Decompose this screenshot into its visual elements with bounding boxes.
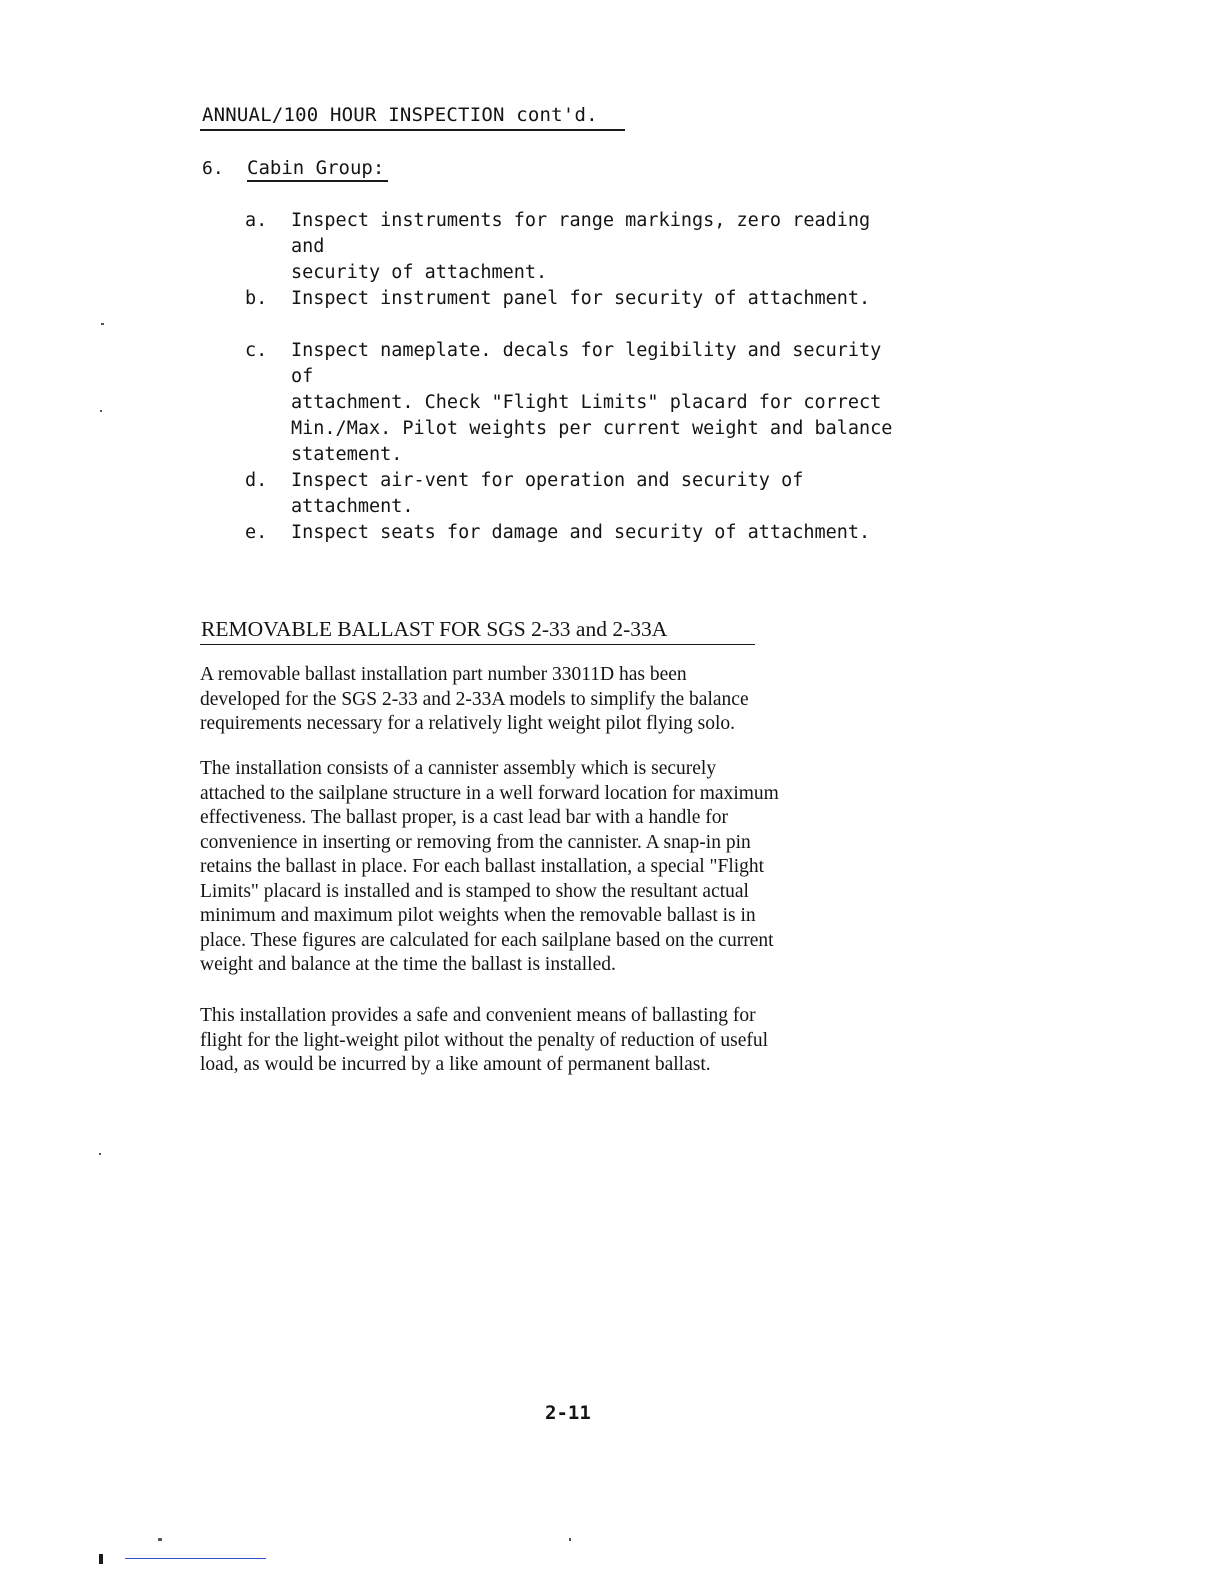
- scan-speck: [158, 1538, 162, 1541]
- ballast-paragraph-3: This installation provides a safe and convenient means of ballasting for flight for the light-weight pilot without the penalty of reduction of useful load, as would be incurred by a like amount of permanent ballast.: [200, 1005, 769, 1075]
- item-letter: a.: [245, 210, 268, 231]
- cabin-group-number: 6.: [202, 158, 224, 179]
- item-text: Inspect instrument panel for security of attachment.: [291, 288, 871, 309]
- scan-speck: [99, 1153, 101, 1155]
- item-text: Inspect air-vent for operation and security of attachment.: [291, 470, 804, 517]
- scan-speck: [101, 323, 104, 325]
- bottom-rule: [125, 1558, 266, 1559]
- item-letter: b.: [245, 288, 268, 309]
- item-text: Inspect instruments for range markings, zero reading and security of attachment.: [291, 210, 871, 283]
- ballast-paragraph-2: The installation consists of a cannister assembly which is securely attached to the sailplane structure in a well forward location for maximum effectiveness. The ballast proper, is a cast lead bar with a handle for convenience in inserting or removing from the cannister. A snap-in pin retains the ballast in place. For each ballast installation, a special "Flight Limits" placard is installed and is stamped to show the resultant actual minimum and maximum pilot weights when the removable ballast is in place. These figures are calculated for each sailplane based on the current weight and balance at the time the ballast is installed.: [200, 758, 779, 975]
- header-underline: [200, 129, 625, 131]
- item-letter: d.: [245, 470, 268, 491]
- cabin-group-title: Cabin Group:: [247, 157, 388, 182]
- section-header-removable-ballast: REMOVABLE BALLAST FOR SGS 2-33 and 2-33A: [201, 617, 668, 641]
- scan-mark: [99, 1554, 103, 1564]
- ballast-paragraph-1: A removable ballast installation part number 33011D has been developed for the SGS 2-33 and 2-33A models to simplify the balance requirements necessary for a relatively light weight pilot flying solo.: [200, 664, 749, 734]
- item-text: Inspect seats for damage and security of attachment.: [291, 522, 871, 543]
- page-number: 2-11: [545, 1402, 591, 1424]
- scan-speck: [100, 410, 102, 412]
- scan-speck: [569, 1538, 571, 1541]
- item-text: Inspect nameplate. decals for legibility and security of attachment. Check "Flight Limits" placard for correct Min./Max. Pilot weights per current weight and balance statement.: [291, 340, 893, 465]
- ballast-header-underline: [200, 644, 755, 645]
- item-letter: c.: [245, 340, 268, 361]
- section-header-annual-inspection: ANNUAL/100 HOUR INSPECTION cont'd.: [202, 104, 598, 126]
- item-letter: e.: [245, 522, 268, 543]
